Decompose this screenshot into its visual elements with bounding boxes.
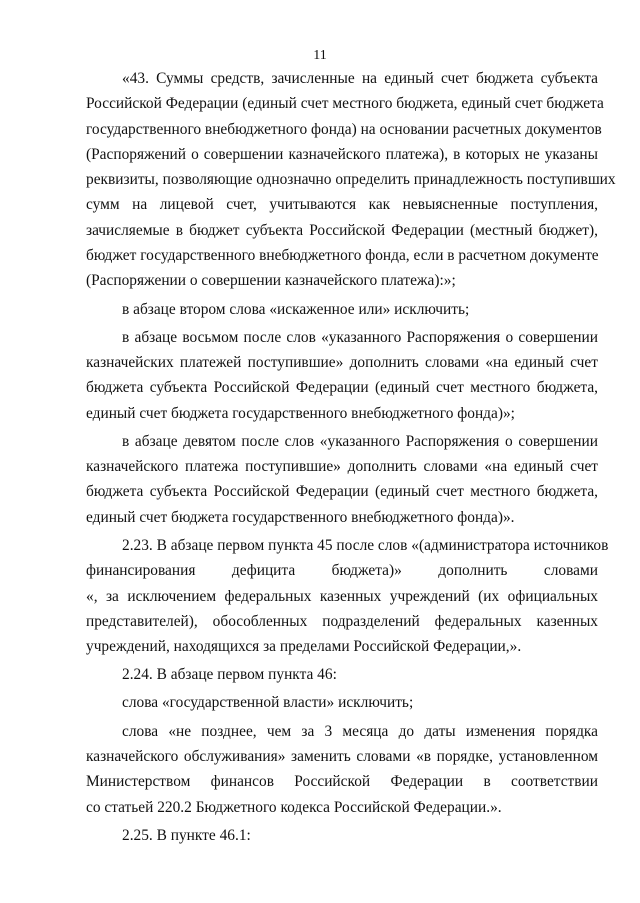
paragraph	[86, 66, 616, 294]
paragraph-line: представителей), обособленных подразделений федеральных казенных	[86, 612, 598, 630]
paragraph-line: слова «не позднее, чем за 3 месяца до даты изменения порядка	[122, 722, 598, 740]
paragraph-line: бюджет государственного внебюджетного фонда, если в расчетном документе	[86, 247, 599, 265]
paragraph-line: Министерством финансов Российской Федерации в соответствии	[86, 773, 598, 791]
paragraph-line: сумм на лицевой счет, учитываются как невыясненные поступления,	[86, 196, 598, 214]
paragraph-line: финансирования дефицита бюджета)» дополнить словами	[86, 562, 598, 580]
paragraph-line: «, за исключением федеральных казенных учреждений (их официальных	[86, 587, 598, 605]
paragraph-line: государственного внебюджетного фонда) на основании расчетных документов	[86, 120, 602, 138]
paragraph-line: бюджета субъекта Российской Федерации (единый счет местного бюджета,	[86, 379, 598, 397]
paragraph-line: в абзаце восьмом после слов «указанного Распоряжения о совершении	[122, 328, 598, 346]
paragraph-line: бюджета субъекта Российской Федерации (единый счет местного бюджета,	[86, 483, 598, 501]
paragraph-line: учреждений, находящихся за пределами Российской Федерации,».	[86, 638, 522, 656]
paragraph-line: Российской Федерации (единый счет местного бюджета, единый счет бюджета	[86, 95, 604, 113]
paragraph-line: зачисляемые в бюджет субъекта Российской Федерации (местный бюджет),	[86, 221, 598, 239]
paragraph-line: 2.24. В абзаце первом пункта 46:	[122, 666, 337, 684]
paragraph-line: слова «государственной власти» исключить;	[122, 694, 414, 712]
paragraph	[86, 719, 598, 820]
paragraph-line: единый счет бюджета государственного внебюджетного фонда)».	[86, 508, 515, 526]
paragraph-line: «43. Суммы средств, зачисленные на единый счет бюджета субъекта	[122, 70, 598, 87]
paragraph-line: 2.23. В абзаце первом пункта 45 после слов «(администратора источников	[122, 536, 609, 554]
paragraph	[86, 690, 598, 715]
paragraph-line: 2.25. В пункте 46.1:	[122, 826, 251, 844]
paragraph-line: казначейского обслуживания» заменить словами «в порядке, установленном	[86, 747, 598, 765]
paragraph-line: (Распоряжении о совершении казначейского платежа):»;	[86, 272, 456, 290]
paragraph-line: в абзаце девятом после слов «указанного Распоряжения о совершении	[122, 432, 598, 450]
paragraph-line: со статьей 220.2 Бюджетного кодекса Российской Федерации.».	[86, 798, 502, 816]
document-body	[86, 66, 616, 848]
paragraph	[86, 429, 598, 530]
page-number: 11	[313, 48, 327, 63]
paragraph-line: (Распоряжений о совершении казначейского платежа), в которых не указаны	[86, 145, 598, 163]
paragraph	[86, 662, 598, 687]
paragraph-line: казначейских платежей поступившие» дополнить словами «на единый счет	[86, 354, 598, 372]
paragraph-line: в абзаце втором слова «искаженное или» исключить;	[122, 300, 470, 318]
paragraph	[86, 823, 598, 848]
paragraph-line: казначейского платежа поступившие» дополнить словами «на единый счет	[86, 458, 598, 476]
paragraph-line: реквизиты, позволяющие однозначно определить принадлежность поступивших	[86, 171, 616, 189]
paragraph	[86, 297, 598, 322]
paragraph	[86, 533, 609, 659]
paragraph	[86, 325, 598, 426]
paragraph-line: единый счет бюджета государственного внебюджетного фонда)»;	[86, 404, 515, 422]
